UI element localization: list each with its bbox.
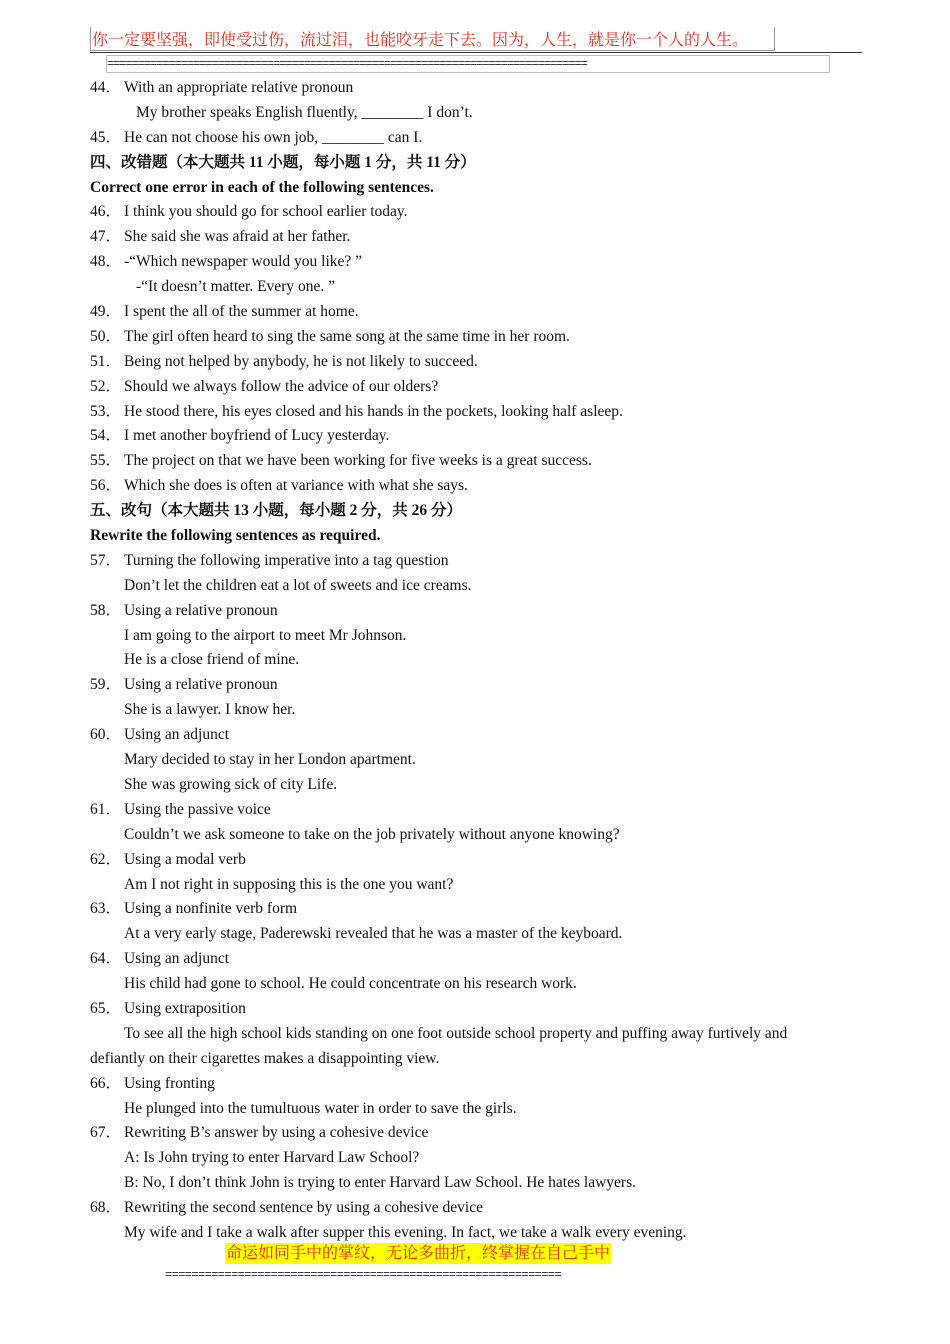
question-64: 64． Using an adjunct bbox=[90, 950, 230, 968]
question-63: 63． Using a nonfinite verb form bbox=[90, 900, 298, 918]
question-60: 60． Using an adjunct bbox=[90, 726, 230, 744]
question-53: 53． He stood there, his eyes closed and his hands in the pockets, looking half asleep. bbox=[90, 402, 623, 420]
question-56: 56． Which she does is often at variance with what she says. bbox=[90, 477, 468, 495]
question-58-sentence-1: I am going to the airport to meet Mr Johnson. bbox=[124, 626, 407, 644]
question-45: 45． He can not choose his own job, ________ can I. bbox=[90, 128, 423, 146]
section-5-title: 五、改句（本大题共 13 小题，每小题 2 分，共 26 分） bbox=[90, 502, 463, 520]
section-4-title: 四、改错题（本大题共 11 小题，每小题 1 分，共 11 分） bbox=[90, 153, 476, 171]
question-60-sentence-2: She was growing sick of city Life. bbox=[124, 775, 338, 793]
question-67: 67． Rewriting B’s answer by using a cohesive device bbox=[90, 1124, 429, 1142]
question-47: 47． She said she was afraid at her father. bbox=[90, 228, 351, 246]
question-66: 66． Using fronting bbox=[90, 1074, 215, 1092]
question-65: 65． Using extraposition bbox=[90, 999, 246, 1017]
question-49: 49． I spent the all of the summer at home. bbox=[90, 303, 359, 321]
header-motto: 你一定要坚强，即使受过伤，流过泪，也能咬牙走下去。因为，人生，就是你一个人的人生。 bbox=[92, 32, 749, 49]
question-67-line-a: A: Is John trying to enter Harvard Law School? bbox=[124, 1149, 420, 1167]
question-59: 59． Using a relative pronoun bbox=[90, 676, 278, 694]
section-5-instruction: Rewrite the following sentences as required. bbox=[90, 527, 381, 545]
question-62: 62． Using a modal verb bbox=[90, 850, 246, 868]
question-46: 46． I think you should go for school earlier today. bbox=[90, 203, 408, 221]
question-57: 57． Turning the following imperative into a tag question bbox=[90, 551, 449, 569]
footer-motto: 命运如同手中的掌纹，无论多曲折，终掌握在自己手中 bbox=[226, 1245, 611, 1262]
question-66-sentence: He plunged into the tumultuous water in order to save the girls. bbox=[124, 1099, 517, 1117]
question-48: 48． -“Which newspaper would you like? ” bbox=[90, 253, 363, 271]
question-52: 52． Should we always follow the advice of our olders? bbox=[90, 377, 439, 395]
question-61-sentence: Couldn’t we ask someone to take on the job privately without anyone knowing? bbox=[124, 825, 620, 843]
question-65-sentence-part-2: defiantly on their cigarettes makes a disappointing view. bbox=[90, 1049, 440, 1067]
question-65-sentence-part-1: To see all the high school kids standing on one foot outside school property and puffing away furtively and bbox=[124, 1024, 788, 1042]
question-68: 68． Rewriting the second sentence by using a cohesive device bbox=[90, 1199, 483, 1217]
question-51: 51． Being not helped by anybody, he is not likely to succeed. bbox=[90, 352, 478, 370]
question-60-sentence-1: Mary decided to stay in her London apartment. bbox=[124, 751, 416, 769]
question-55: 55． The project on that we have been working for five weeks is a great success. bbox=[90, 452, 592, 470]
section-4-instruction: Correct one error in each of the following sentences. bbox=[90, 178, 434, 196]
question-63-sentence: At a very early stage, Paderewski revealed that he was a master of the keyboard. bbox=[124, 925, 623, 943]
question-44-sentence: My brother speaks English fluently, ________ I don’t. bbox=[136, 103, 473, 121]
question-44: 44． With an appropriate relative pronoun bbox=[90, 79, 354, 96]
question-59-sentence: She is a lawyer. I know her. bbox=[124, 701, 296, 719]
question-50: 50． The girl often heard to sing the same song at the same time in her room. bbox=[90, 327, 570, 345]
question-67-line-b: B: No, I don’t think John is trying to enter Harvard Law School. He hates lawyers. bbox=[124, 1174, 636, 1192]
question-57-sentence: Don’t let the children eat a lot of sweets and ice creams. bbox=[124, 576, 472, 594]
exam-content bbox=[90, 76, 860, 1246]
header-rule bbox=[90, 52, 862, 53]
question-68-sentence: My wife and I take a walk after supper this evening. In fact, we take a walk every evening. bbox=[124, 1224, 687, 1241]
footer-separator: ============================================================ bbox=[165, 1268, 562, 1282]
question-64-sentence: His child had gone to school. He could concentrate on his research work. bbox=[124, 975, 577, 993]
question-58: 58． Using a relative pronoun bbox=[90, 601, 278, 619]
header-separator: ============================================================================== bbox=[106, 55, 830, 73]
question-48-line2: -“It doesn’t matter. Every one. ” bbox=[136, 278, 335, 296]
question-61: 61． Using the passive voice bbox=[90, 800, 271, 818]
question-58-sentence-2: He is a close friend of mine. bbox=[124, 651, 300, 669]
question-62-sentence: Am I not right in supposing this is the one you want? bbox=[124, 875, 454, 893]
question-54: 54． I met another boyfriend of Lucy yesterday. bbox=[90, 427, 390, 445]
